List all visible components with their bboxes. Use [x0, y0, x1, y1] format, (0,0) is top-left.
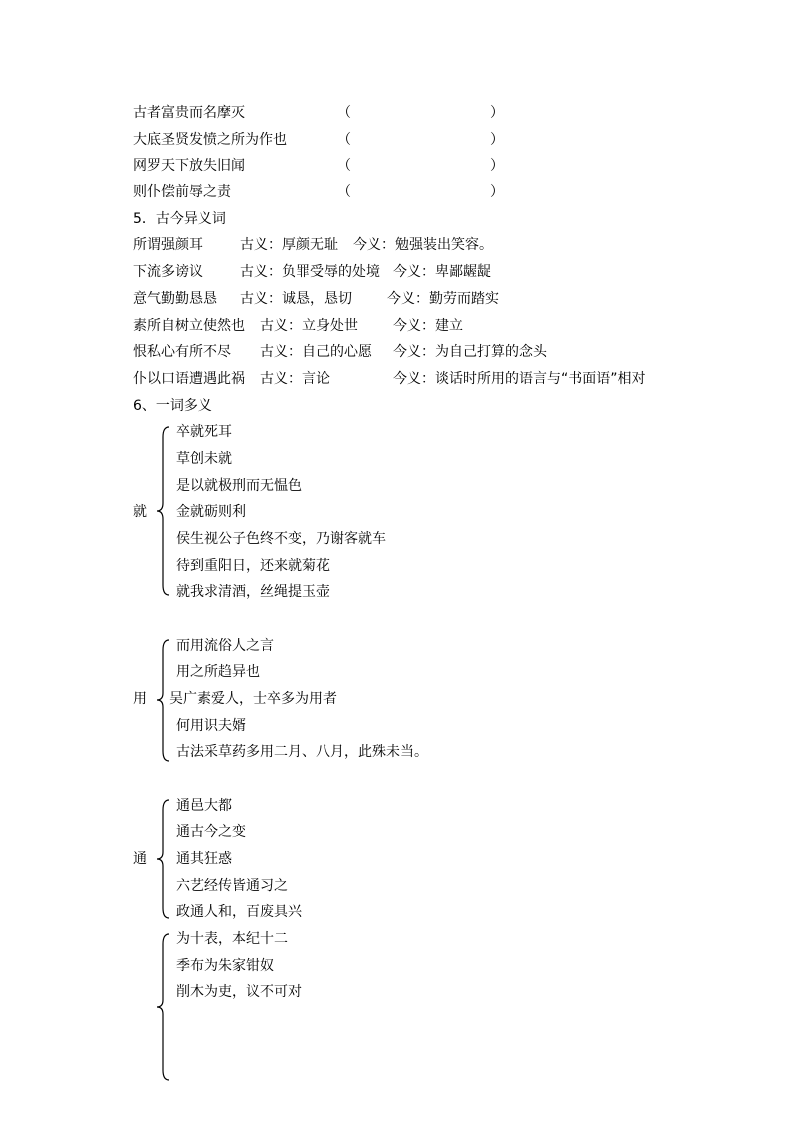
fill-open-paren: （: [337, 132, 351, 148]
ancient-meaning: 古义：诚恳，恳切: [240, 291, 352, 307]
example-sentence: 通古今之变: [176, 824, 246, 840]
example-sentence: 政通人和，百废具兴: [176, 904, 302, 920]
curly-brace: [155, 425, 171, 597]
curly-brace: [155, 932, 171, 1082]
example-sentence: 通邑大都: [176, 798, 232, 814]
archaic-word: 素所自树立使然也: [133, 318, 245, 334]
fill-phrase: 网罗天下放失旧闻: [133, 158, 245, 174]
modern-meaning: 今义：勉强装出笑容。: [353, 237, 493, 253]
archaic-word: 仆以口语遭遇此祸: [133, 371, 245, 387]
modern-meaning: 今义：谈话时所用的语言与“书面语”相对: [393, 371, 646, 387]
fill-open-paren: （: [337, 105, 351, 121]
example-sentence: 而用流俗人之言: [176, 638, 274, 654]
fill-close-paren: ）: [490, 132, 504, 148]
ancient-meaning: 古义：自己的心愿: [260, 344, 372, 360]
fill-phrase: 则仆偿前辱之责: [133, 184, 231, 200]
example-sentence: 就我求清酒，丝绳提玉壶: [176, 584, 330, 600]
example-sentence: 季布为朱家钳奴: [176, 958, 274, 974]
example-sentence: 金就砺则利: [176, 504, 246, 520]
fill-phrase: 古者富贵而名摩灭: [133, 105, 245, 121]
fill-phrase: 大底圣贤发愤之所为作也: [133, 132, 287, 148]
example-sentence: 用之所趋异也: [176, 664, 260, 680]
example-sentence: 为十表，本纪十二: [176, 931, 288, 947]
modern-meaning: 今义：建立: [393, 318, 463, 334]
fill-close-paren: ）: [490, 158, 504, 174]
example-sentence: 草创未就: [176, 451, 232, 467]
section-heading: 6、一词多义: [133, 398, 212, 414]
example-sentence: 削木为吏，议不可对: [176, 984, 302, 1000]
example-sentence: 待到重阳日，还来就菊花: [176, 558, 330, 574]
ancient-meaning: 古义：厚颜无耻: [240, 237, 338, 253]
modern-meaning: 今义：为自己打算的念头: [393, 344, 547, 360]
fill-close-paren: ）: [490, 184, 504, 200]
fill-close-paren: ）: [490, 105, 504, 121]
modern-meaning: 今义：卑鄙龌龊: [393, 264, 491, 280]
section-heading: 5．古今异义词: [133, 211, 226, 227]
archaic-word: 所谓强颜耳: [133, 237, 203, 253]
archaic-word: 意气勤勤恳恳: [133, 291, 217, 307]
archaic-word: 下流多谤议: [133, 264, 203, 280]
ancient-meaning: 古义：言论: [260, 371, 330, 387]
example-sentence: 卒就死耳: [176, 424, 232, 440]
example-sentence: 六艺经传皆通习之: [176, 878, 288, 894]
curly-brace: [155, 798, 171, 920]
fill-open-paren: （: [337, 158, 351, 174]
polysemy-char: 就: [133, 504, 147, 520]
example-sentence: 侯生视公子色终不变，乃谢客就车: [176, 531, 386, 547]
polysemy-char: 通: [133, 851, 147, 867]
polysemy-char: 用: [133, 691, 147, 707]
modern-meaning: 今义：勤劳而踏实: [387, 291, 499, 307]
example-sentence: 吴广素爱人，士卒多为用者: [169, 691, 337, 707]
example-sentence: 古法采草药多用二月、八月，此殊未当。: [176, 744, 428, 760]
example-sentence: 通其狂惑: [176, 851, 232, 867]
archaic-word: 恨私心有所不尽: [133, 344, 231, 360]
ancient-meaning: 古义：立身处世: [260, 318, 358, 334]
fill-open-paren: （: [337, 184, 351, 200]
ancient-meaning: 古义：负罪受辱的处境: [240, 264, 380, 280]
example-sentence: 何用识夫婿: [176, 718, 246, 734]
example-sentence: 是以就极刑而无愠色: [176, 478, 302, 494]
